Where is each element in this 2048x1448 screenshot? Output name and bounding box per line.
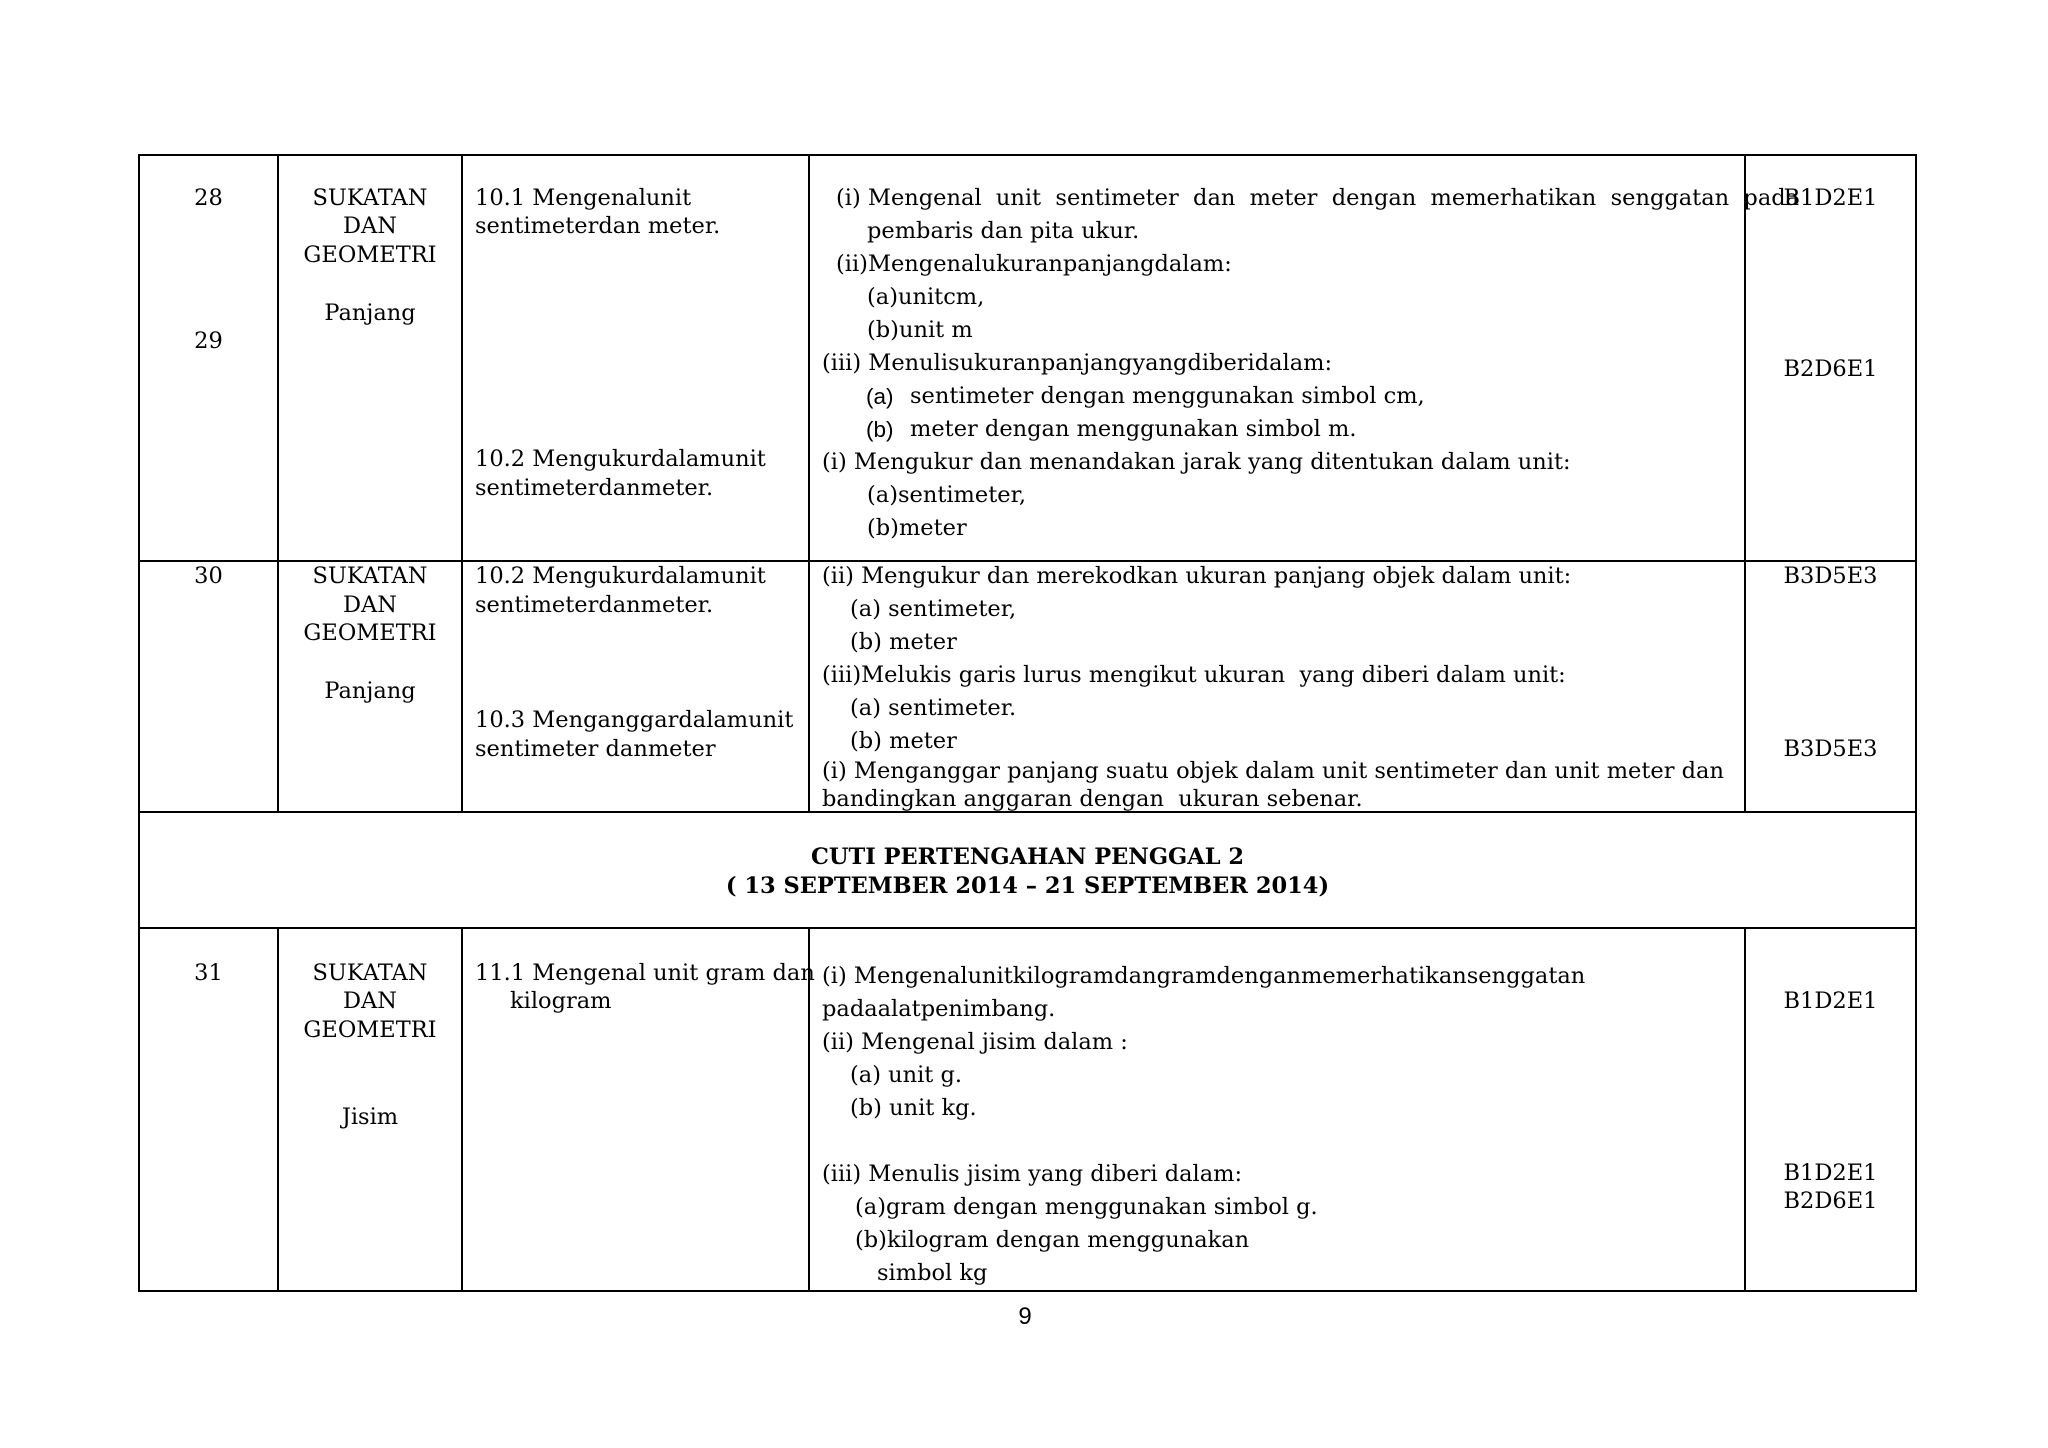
bidang-label: DAN <box>343 213 397 239</box>
column-divider <box>1744 154 1746 812</box>
objective-line: pembaris dan pita ukur. <box>867 218 1140 244</box>
objective-line: (a)unitcm, <box>867 284 985 310</box>
performance-code: B3D5E3 <box>1783 563 1878 589</box>
topic-label: Jisim <box>341 1104 399 1130</box>
topic-label: Panjang <box>324 678 416 704</box>
performance-code: B2D6E1 <box>1783 356 1878 382</box>
bidang-label: SUKATAN <box>312 185 428 211</box>
standard-content: sentimeterdanmeter. <box>475 475 714 501</box>
column-divider <box>808 154 810 812</box>
objective-line: (b)kilogram dengan menggunakan <box>855 1227 1250 1253</box>
standard-content: sentimeter danmeter <box>475 736 716 762</box>
column-divider <box>461 154 463 812</box>
objective-line: (b) unit kg. <box>850 1095 977 1121</box>
table-border-right <box>1915 154 1917 1292</box>
objective-line: (b)unit m <box>867 317 973 343</box>
week-number: 30 <box>194 563 223 589</box>
performance-code: B1D2E1 <box>1783 988 1878 1014</box>
objective-line: (a) sentimeter. <box>850 695 1017 721</box>
objective-line: bandingkan anggaran dengan ukuran sebenar. <box>822 786 1363 812</box>
performance-code: B3D5E3 <box>1783 736 1878 762</box>
topic-label: Panjang <box>324 300 416 326</box>
objective-line: (b)meter <box>867 515 967 541</box>
week-number: 29 <box>194 328 223 354</box>
week-number: 31 <box>194 960 223 986</box>
performance-code: B1D2E1 <box>1783 1160 1878 1186</box>
standard-content: 10.1 Mengenalunit <box>475 185 692 211</box>
standard-content: 11.1 Mengenal unit gram dan <box>475 960 815 986</box>
bidang-label: DAN <box>343 988 397 1014</box>
objective-line: (i) Mengukur dan menandakan jarak yang ditentukan dalam unit: <box>822 449 1571 475</box>
bidang-label: GEOMETRI <box>303 242 437 268</box>
objective-line: (b) meter <box>850 629 957 655</box>
objective-line: (ii) Mengenal jisim dalam : <box>822 1029 1128 1055</box>
standard-content: sentimeterdanmeter. <box>475 592 714 618</box>
standard-content: 10.2 Mengukurdalamunit <box>475 446 766 472</box>
bidang-label: GEOMETRI <box>303 1017 437 1043</box>
bidang-label: DAN <box>343 592 397 618</box>
page-number: 9 <box>1018 1303 1032 1330</box>
bidang-label: GEOMETRI <box>303 620 437 646</box>
performance-code: B1D2E1 <box>1783 185 1878 211</box>
table-border-bottom <box>138 1290 1917 1292</box>
objective-line: (a)sentimeter, <box>867 482 1027 508</box>
objective-line: (i) Menganggar panjang suatu objek dalam unit sentimeter dan unit meter dan <box>822 758 1724 784</box>
standard-content: 10.2 Mengukurdalamunit <box>475 563 766 589</box>
objective-line: (iii) Menulisukuranpanjangyangdiberidalam: <box>822 350 1333 376</box>
holiday-dates: ( 13 SEPTEMBER 2014 – 21 SEPTEMBER 2014) <box>725 873 1330 899</box>
objective-line: (i) Mengenal unit sentimeter dan meter dengan memerhatikan senggatan pada <box>836 185 1800 211</box>
objective-line: (iii) Menulis jisim yang diberi dalam: <box>822 1161 1243 1187</box>
objective-line: sentimeter dengan menggunakan simbol cm, <box>910 383 1425 409</box>
objective-line: meter dengan menggunakan simbol m. <box>910 416 1357 442</box>
objective-line: simbol kg <box>877 1260 988 1286</box>
standard-content: 10.3 Menganggardalamunit <box>475 707 794 733</box>
table-border-top <box>138 154 1917 156</box>
column-divider <box>1744 928 1746 1292</box>
bidang-label: SUKATAN <box>312 960 428 986</box>
objective-line: (a)gram dengan menggunakan simbol g. <box>855 1194 1318 1220</box>
row-divider <box>138 927 1917 929</box>
holiday-title: CUTI PERTENGAHAN PENGGAL 2 <box>810 844 1245 870</box>
objective-line: (a) sentimeter, <box>850 596 1017 622</box>
objective-line: (a) unit g. <box>850 1062 963 1088</box>
standard-content: sentimeterdan meter. <box>475 213 721 239</box>
objective-line: (ii) Mengukur dan merekodkan ukuran panjang objek dalam unit: <box>822 563 1572 589</box>
objective-line: padaalatpenimbang. <box>822 996 1056 1022</box>
standard-content: kilogram <box>510 988 612 1014</box>
objective-line: (i) Mengenalunitkilogramdangramdenganmemerhatikansenggatan <box>822 963 1586 989</box>
objective-line: (b) meter <box>850 728 957 754</box>
bidang-label: SUKATAN <box>312 563 428 589</box>
objective-line: (ii)Mengenalukuranpanjangdalam: <box>836 251 1232 277</box>
column-divider <box>461 928 463 1292</box>
week-number: 28 <box>194 185 223 211</box>
objective-marker: (a) <box>866 384 894 409</box>
objective-marker: (b) <box>866 417 894 442</box>
objective-line: (iii)Melukis garis lurus mengikut ukuran yang diberi dalam unit: <box>822 662 1566 688</box>
performance-code: B2D6E1 <box>1783 1188 1878 1214</box>
